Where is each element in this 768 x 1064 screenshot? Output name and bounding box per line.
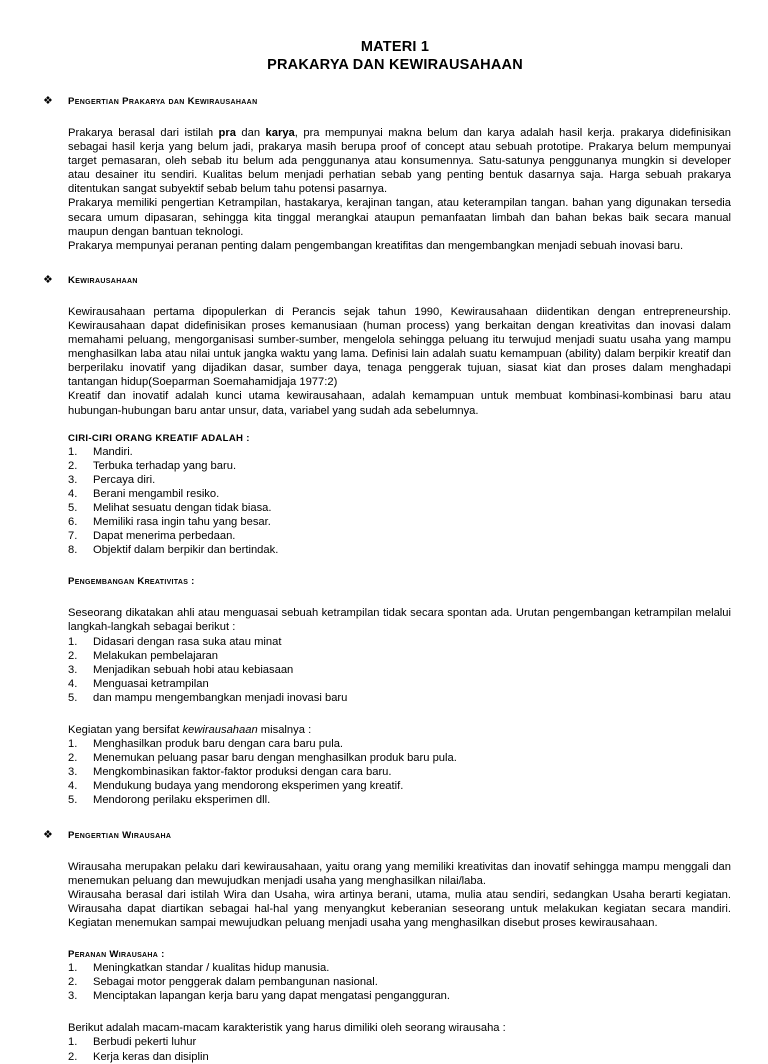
list-item-number: 5. — [68, 501, 78, 514]
list-item-label: Meningkatkan standar / kualitas hidup manusia. — [93, 962, 330, 975]
list-item — [68, 691, 731, 705]
section-heading-label: Pengertian Wirausaha — [68, 829, 172, 841]
list-karakteristik-wirausaha — [68, 1035, 731, 1063]
list-item-number: 5. — [68, 794, 78, 807]
paragraph-kegiatan-intro — [68, 723, 731, 737]
list-item-number: 1. — [68, 738, 78, 751]
list-item-label: Mengkombinasikan faktor-faktor produksi dengan cara baru. — [93, 766, 392, 779]
section-heading-label: Pengertian Prakarya dan Kewirausahaan — [68, 96, 258, 107]
list-item-label: Melihat sesuatu dengan tidak biasa. — [93, 501, 272, 514]
list-item-number: 8. — [68, 544, 78, 557]
paragraph: Prakarya memiliki pengertian Ketrampilan, hastakarya, kerajinan tangan, atau keterampilan tangan. bahan yang digunakan tersedia secara umum dipasaran, sehingga kita tinggal merangkai ataupun pemanfaatan limbah dan bahan bekas baik secara manual maupun dengan bantuan teknologi. — [68, 197, 731, 238]
list-item — [68, 737, 731, 751]
list-item-number: 1. — [68, 445, 78, 458]
title-line-2: PRAKARYA DAN KEWIRAUSAHAAN — [267, 57, 523, 73]
paragraph: Seseorang dikatakan ahli atau menguasai sebuah ketrampilan tidak secara spontan ada. Urutan pengembangan ketrampilan melalui langkah-langkah sebagai berikut : — [68, 607, 731, 634]
list-item-label: Menemukan peluang pasar baru dengan menghasilkan produk baru pula. — [93, 752, 457, 765]
list-item-number: 4. — [68, 780, 78, 793]
list-item — [68, 961, 731, 975]
list-item-label: Berani mengambil resiko. — [93, 487, 220, 500]
list-item-label: Kerja keras dan disiplin — [93, 1050, 209, 1063]
diamond-bullet-icon: ❖ — [43, 828, 54, 841]
list-ciri-ciri-orang-kreatif — [68, 445, 731, 558]
list-item-label: Menjadikan sebuah hobi atau kebiasaan — [93, 663, 294, 676]
list-item-number: 2. — [68, 976, 78, 989]
list-item — [68, 487, 731, 501]
list-peranan-wirausaha — [68, 961, 731, 1003]
subheading-peranan-wirausaha: Peranan Wirausaha : — [68, 949, 165, 961]
section-heading-kewirausahaan — [41, 275, 731, 287]
kewirausahaan-body — [68, 305, 731, 808]
pengertian-prakarya-body — [68, 126, 731, 253]
kegiatan-intro-b: misalnya : — [257, 724, 312, 736]
document-content — [41, 38, 731, 1064]
list-item-label: Menciptakan lapangan kerja baru yang dapat mengatasi pengangguran. — [93, 990, 451, 1003]
list-item — [68, 989, 731, 1003]
list-item-label: Sebagai motor penggerak dalam pembangunan nasional. — [93, 976, 378, 989]
list-item-label: Melakukan pembelajaran — [93, 649, 219, 662]
list-item-number: 1. — [68, 1036, 78, 1049]
list-item — [68, 1035, 731, 1049]
list-item — [68, 975, 731, 989]
list-item-number: 3. — [68, 990, 78, 1003]
list-item-label: Mandiri. — [93, 445, 133, 458]
list-item-label: Berbudi pekerti luhur — [93, 1036, 197, 1049]
list-item — [68, 663, 731, 677]
section-heading-pengertian-wirausaha — [41, 830, 731, 842]
list-item — [68, 677, 731, 691]
list-item-label: Dapat menerima perbedaan. — [93, 530, 236, 543]
list-item-number: 5. — [68, 691, 78, 704]
section-heading-pengertian-prakarya — [41, 96, 731, 108]
list-item — [68, 649, 731, 663]
pengertian-wirausaha-body — [68, 860, 731, 1064]
diamond-bullet-icon: ❖ — [43, 95, 54, 107]
para-bold-karya: karya — [265, 127, 295, 139]
list-item-number: 4. — [68, 677, 78, 690]
subheading-ciri-ciri: CIRI-CIRI ORANG KREATIF ADALAH : — [68, 432, 250, 444]
list-item-number: 1. — [68, 962, 78, 975]
list-item — [68, 751, 731, 765]
paragraph: Kewirausahaan pertama dipopulerkan di Perancis sejak tahun 1990, Kewirausahaan diidentikan dengan entrepreneurship. Kewirausahaan dapat didefinisikan proses kemanusiaan (human process) yang berkaitan dengan kreativitas dan inovasi dalam memahami peluang, mengorganisasi sumber-sumber, mengelola sehingga peluang itu terwujud menjadi suatu usaha yang mampu menghasilkan laba atau nilai untuk jangka waktu yang lama. Definisi lain adalah suatu kemampuan (ability) dalam berpikir kreatif dan berperilaku inovatif yang dijadikan dasar, sumber daya, tenaga penggerak tujuan, siasat kiat dan proses dalam menghadapi tantangan hidup(Soeparman Soemahamidjaja 1977:2) — [68, 305, 731, 389]
list-item-number: 1. — [68, 635, 78, 648]
para-text-b: dan — [235, 127, 266, 139]
list-item-label: Menghasilkan produk baru dengan cara baru pula. — [93, 738, 344, 751]
section-heading-label: Kewirausahaan — [68, 274, 138, 286]
list-pengembangan-ketrampilan — [68, 635, 731, 705]
list-item — [68, 459, 731, 473]
list-kegiatan-kewirausahaan — [68, 737, 731, 807]
paragraph: Wirausaha merupakan pelaku dari kewirausahaan, yaitu orang yang memiliki kreativitas dan inovatif sehingga mampu menggali dan menemukan peluang dan mewujudkan menjadi usaha yang menghasilkan nilai/laba. — [68, 860, 731, 887]
kegiatan-intro-a: Kegiatan yang bersifat — [68, 724, 183, 736]
para-bold-pra: pra — [218, 127, 236, 139]
title-line-1: MATERI 1 — [360, 39, 430, 55]
paragraph: Wirausaha berasal dari istilah Wira dan Usaha, wira artinya berani, utama, mulia atau sendiri, sedangkan Usaha berarti kegiatan. Wirausaha dapat diartikan sebagai hal-hal yang menyangkut keberanian seseorang untuk melakukan kegiatan secara mandiri. Kegiatan menemukan sampai mewujudkan peluang menjadi usaha yang menghasilkan disebut proses kewirausahaan. — [68, 888, 731, 929]
paragraph: Kreatif dan inovatif adalah kunci utama kewirausahaan, adalah kemampuan untuk membuat kombinasi-kombinasi baru atau hubungan-hubungan baru antar unsur, data, variabel yang sudah ada sebelumnya. — [68, 390, 731, 417]
list-item — [68, 793, 731, 807]
list-item-label: Menguasai ketrampilan — [93, 677, 209, 690]
list-item — [68, 473, 731, 487]
kegiatan-intro-italic: kewirausahaan — [182, 724, 258, 736]
diamond-bullet-icon: ❖ — [43, 273, 54, 286]
list-item — [68, 1050, 731, 1064]
list-item-number: 2. — [68, 459, 78, 472]
list-item-label: Mendorong perilaku eksperimen dll. — [93, 794, 271, 807]
list-item — [68, 529, 731, 543]
list-item-number: 2. — [68, 752, 78, 765]
list-item-label: Memiliki rasa ingin tahu yang besar. — [93, 516, 271, 529]
paragraph: Prakarya mempunyai peranan penting dalam pengembangan kreatifitas dan mengembangkan menjadi sebuah inovasi baru. — [68, 239, 684, 252]
list-item-number: 3. — [68, 663, 78, 676]
list-item-number: 3. — [68, 473, 78, 486]
paragraph-karakteristik-intro: Berikut adalah macam-macam karakteristik yang harus dimiliki oleh seorang wirausaha : — [68, 1022, 506, 1035]
list-item — [68, 779, 731, 793]
list-item — [68, 765, 731, 779]
list-item-number: 6. — [68, 516, 78, 529]
list-item-label: Objektif dalam berpikir dan bertindak. — [93, 544, 279, 557]
list-item-label: Terbuka terhadap yang baru. — [93, 459, 237, 472]
list-item-label: Percaya diri. — [93, 473, 156, 486]
list-item-number: 3. — [68, 766, 78, 779]
list-item-label: Mendukung budaya yang mendorong eksperimen yang kreatif. — [93, 780, 404, 793]
page-title — [41, 38, 731, 74]
list-item — [68, 445, 731, 459]
list-item — [68, 635, 731, 649]
list-item — [68, 543, 731, 557]
list-item-number: 2. — [68, 649, 78, 662]
list-item-number: 4. — [68, 487, 78, 500]
list-item-number: 7. — [68, 530, 78, 543]
subheading-pengembangan-kreativitas: Pengembangan Kreativitas : — [68, 576, 195, 588]
list-item-label: Didasari dengan rasa suka atau minat — [93, 635, 282, 648]
para-text-c: , pra mempunyai makna belum dan karya adalah hasil kerja. prakarya didefinisikan sebagai hasil kerja yang belum jadi, prakarya masih berupa proof of concept atau sebuah prototipe. Prakarya belum mempunyai target pemasaran, oleh sebab itu belum ada penggunanya atau konsumennya. Satu-satunya penggunanya mungkin si developer atau desainer itu sendiri. Kualitas belum menjadi perhatian sebab yang penting bentuk dasarnya saja. Harga sebuah prakarya ditentukan sangat subyektif sebab belum tahu potensi pasarnya. — [68, 127, 731, 196]
paragraph — [68, 126, 731, 196]
list-item-label: dan mampu mengembangkan menjadi inovasi baru — [93, 691, 348, 704]
para-text-a: Prakarya berasal dari istilah — [68, 127, 219, 139]
list-item — [68, 501, 731, 515]
list-item-number: 2. — [68, 1050, 78, 1063]
list-item — [68, 515, 731, 529]
